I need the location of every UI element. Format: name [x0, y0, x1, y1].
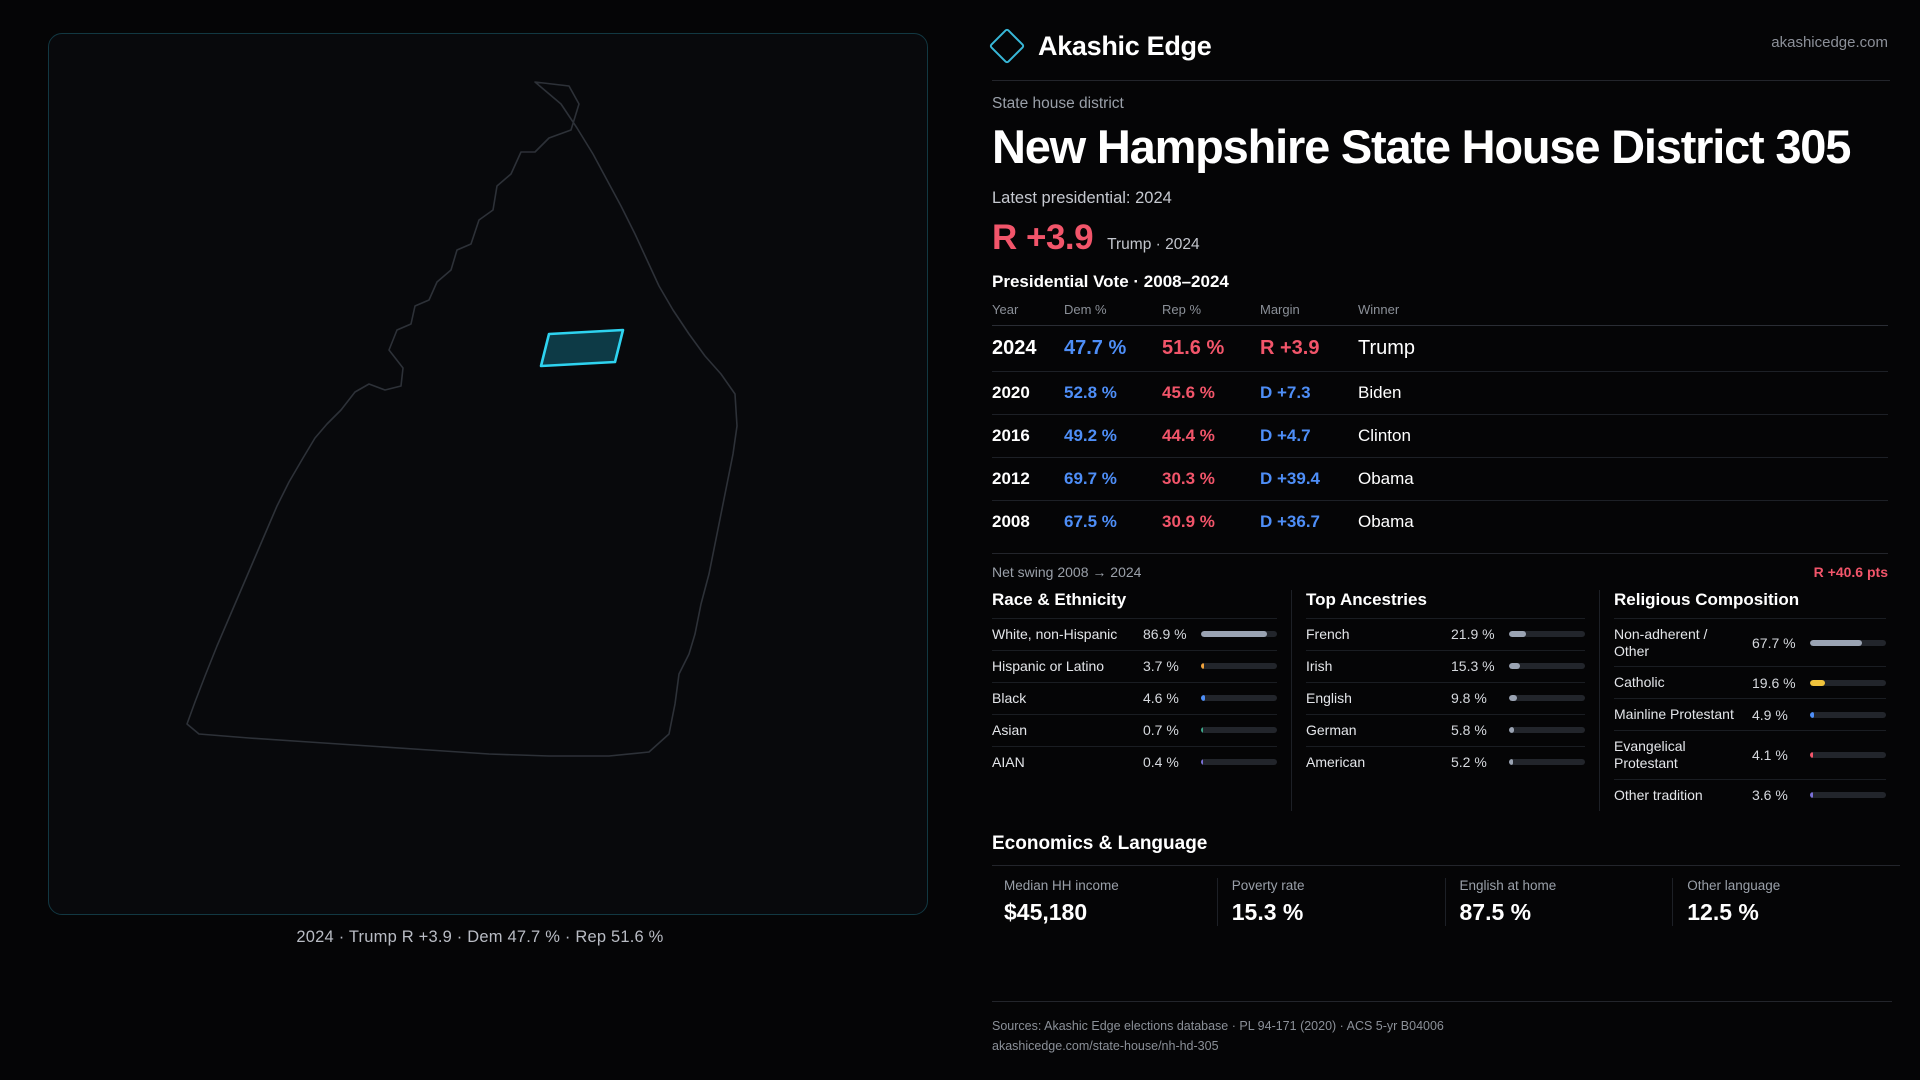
row-bar [1201, 727, 1277, 733]
row-value: 3.6 % [1752, 787, 1788, 804]
row-bar [1810, 640, 1886, 646]
vote-table-title: Presidential Vote · 2008–2024 [992, 271, 1229, 291]
info-panel [960, 0, 1920, 1080]
row-label: Other tradition [1614, 787, 1703, 804]
header-divider [992, 80, 1890, 81]
row-value: 0.7 % [1143, 722, 1179, 739]
cell-margin: D +4.7 [1260, 414, 1358, 457]
cell-margin: D +7.3 [1260, 371, 1358, 414]
cell-rep: 51.6 % [1162, 325, 1260, 371]
stat-value: $45,180 [1004, 898, 1088, 925]
row-label: Irish [1306, 657, 1333, 674]
table-header-row [992, 302, 1888, 326]
cell-dem: 69.7 % [1064, 457, 1162, 500]
economics-title: Economics & Language [992, 832, 1208, 854]
cell-margin: R +3.9 [1260, 325, 1358, 371]
latest-presidential-label: Latest presidential: 2024 [992, 188, 1172, 207]
row-label: American [1306, 753, 1366, 770]
row-bar [1810, 712, 1886, 718]
stat-label: Other language [1687, 877, 1781, 893]
row-label: Asian [992, 721, 1028, 738]
row-label: German [1306, 721, 1357, 738]
row-value: 15.3 % [1451, 658, 1495, 675]
stat-value: 15.3 % [1231, 898, 1304, 925]
cell-rep: 44.4 % [1162, 414, 1260, 457]
cell-year: 2024 [992, 325, 1064, 371]
page-title: New Hampshire State House District 305 [992, 120, 1851, 173]
col-header-year: Year [992, 301, 1019, 317]
list-item [1306, 650, 1585, 682]
stat-value: 12.5 % [1687, 898, 1759, 925]
row-label: English [1306, 689, 1352, 706]
col-header-margin: Margin [1260, 301, 1300, 317]
cell-year: 2016 [992, 414, 1064, 457]
row-value: 67.7 % [1752, 634, 1796, 651]
list-item [992, 714, 1277, 746]
row-value: 4.6 % [1143, 690, 1179, 707]
economics-section [992, 865, 1900, 926]
cell-winner: Biden [1358, 371, 1888, 414]
list-item [1614, 618, 1886, 667]
row-bar [1509, 727, 1585, 733]
row-label: Mainline Protestant [1614, 706, 1734, 723]
row-value: 9.8 % [1451, 690, 1487, 707]
headline-margin [992, 218, 1890, 258]
row-label: Catholic [1614, 674, 1665, 691]
row-label: Non-adherent / Other [1614, 625, 1708, 659]
sources-url[interactable]: akashicedge.com/state-house/nh-hd-305 [992, 1039, 1219, 1053]
margin-value: R +3.9 [992, 217, 1094, 257]
margin-note: Trump · 2024 [1107, 235, 1200, 253]
row-value: 4.1 % [1752, 747, 1788, 764]
eyebrow-label: State house district [992, 95, 1124, 112]
row-label: French [1306, 625, 1350, 642]
row-value: 3.7 % [1143, 658, 1179, 675]
row-bar [1810, 792, 1886, 798]
list-item [992, 650, 1277, 682]
table-row [992, 414, 1888, 457]
row-bar [1201, 631, 1277, 637]
cell-margin: D +36.7 [1260, 500, 1358, 543]
row-bar [1509, 759, 1585, 765]
brand-row [992, 26, 1890, 66]
col-header-rep: Rep % [1162, 301, 1202, 317]
list-item [1306, 682, 1585, 714]
cell-dem: 67.5 % [1064, 500, 1162, 543]
brand-name: Akashic Edge [1038, 30, 1212, 61]
table-row [992, 500, 1888, 543]
list-item [1614, 698, 1886, 730]
map-frame[interactable] [48, 33, 928, 915]
race-ethnicity-column [992, 590, 1292, 811]
stat-value: 87.5 % [1459, 898, 1532, 925]
list-item [1306, 714, 1585, 746]
stat-label: Median HH income [1004, 877, 1119, 893]
cell-rep: 30.9 % [1162, 500, 1260, 543]
row-value: 4.9 % [1752, 706, 1788, 723]
list-item [1306, 746, 1585, 778]
state-outline-map [49, 34, 928, 915]
row-label: AIAN [992, 753, 1025, 770]
race-ethnicity-title: Race & Ethnicity [992, 589, 1127, 609]
row-value: 0.4 % [1143, 754, 1179, 771]
row-value: 5.2 % [1451, 754, 1487, 771]
row-label: Black [992, 689, 1027, 706]
religious-composition-column [1600, 590, 1900, 811]
row-bar [1509, 695, 1585, 701]
table-row [992, 457, 1888, 500]
cell-rep: 45.6 % [1162, 371, 1260, 414]
row-bar [1201, 663, 1277, 669]
stat-poverty-rate [1217, 878, 1445, 926]
table-row [992, 325, 1888, 371]
row-bar [1201, 759, 1277, 765]
cell-winner: Clinton [1358, 414, 1888, 457]
row-bar [1810, 752, 1886, 758]
list-item [1306, 618, 1585, 650]
presidential-vote-table [992, 302, 1888, 543]
net-swing-row [992, 553, 1888, 580]
demographics-section [992, 590, 1900, 811]
stat-label: English at home [1459, 877, 1557, 893]
cell-dem: 52.8 % [1064, 371, 1162, 414]
row-value: 21.9 % [1451, 626, 1495, 643]
cell-dem: 47.7 % [1064, 325, 1162, 371]
cell-margin: D +39.4 [1260, 457, 1358, 500]
col-header-dem: Dem % [1064, 301, 1107, 317]
cell-year: 2012 [992, 457, 1064, 500]
top-ancestries-title: Top Ancestries [1306, 589, 1427, 609]
row-label: Evangelical Protestant [1614, 738, 1686, 772]
list-item [992, 618, 1277, 650]
list-item [1614, 666, 1886, 698]
diamond-icon [989, 28, 1026, 65]
row-bar [1810, 680, 1886, 686]
cell-year: 2020 [992, 371, 1064, 414]
row-label: Hispanic or Latino [992, 657, 1105, 674]
list-item [1614, 779, 1886, 811]
top-ancestries-column [1292, 590, 1600, 811]
list-item [992, 682, 1277, 714]
stat-other-language [1672, 878, 1900, 926]
stat-english-at-home [1445, 878, 1673, 926]
cell-dem: 49.2 % [1064, 414, 1162, 457]
table-row [992, 371, 1888, 414]
row-value: 19.6 % [1752, 674, 1796, 691]
row-bar [1201, 695, 1277, 701]
list-item [1614, 730, 1886, 779]
row-value: 5.8 % [1451, 722, 1487, 739]
row-bar [1509, 631, 1585, 637]
net-swing-label: Net swing 2008 → 2024 [992, 563, 1142, 580]
religious-composition-title: Religious Composition [1614, 589, 1800, 609]
sources-block [992, 1001, 1892, 1056]
highlighted-district [541, 330, 623, 366]
stat-label: Poverty rate [1231, 877, 1305, 893]
cell-year: 2008 [992, 500, 1064, 543]
cell-rep: 30.3 % [1162, 457, 1260, 500]
brand-url[interactable]: akashicedge.com [1771, 34, 1888, 51]
list-item [992, 746, 1277, 778]
row-value: 86.9 % [1143, 626, 1187, 643]
sources-line: Sources: Akashic Edge elections database · PL 94-171 (2020) · ACS 5-yr B04006 [992, 1019, 1444, 1033]
net-swing-value: R +40.6 pts [1813, 563, 1888, 580]
cell-winner: Trump [1358, 325, 1888, 371]
row-label: White, non-Hispanic [992, 625, 1118, 642]
row-bar [1509, 663, 1585, 669]
cell-winner: Obama [1358, 457, 1888, 500]
stat-median-hh-income [992, 878, 1217, 926]
cell-winner: Obama [1358, 500, 1888, 543]
col-header-winner: Winner [1358, 301, 1400, 317]
map-caption: 2024 · Trump R +3.9 · Dem 47.7 % · Rep 51.6 % [296, 928, 664, 946]
